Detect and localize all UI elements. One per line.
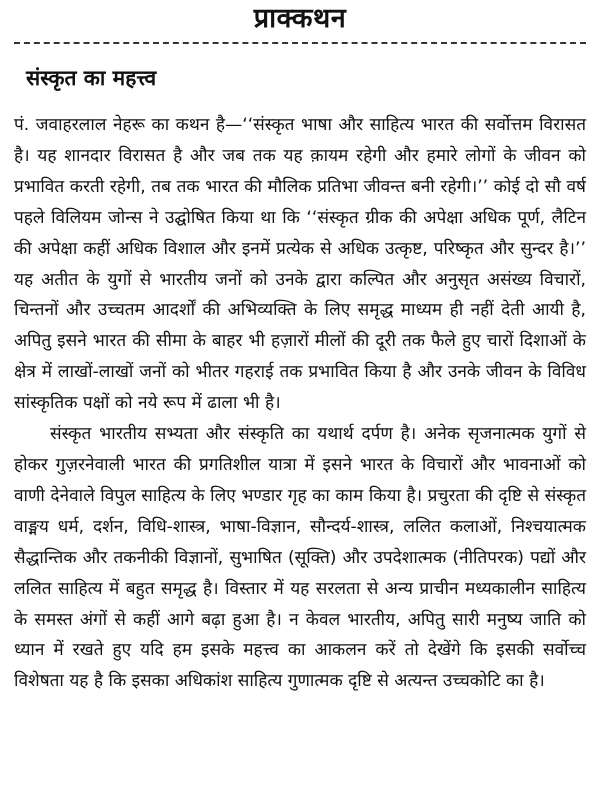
page-title: प्राक्कथन [253,3,347,34]
body-text [14,110,586,697]
section-heading: संस्कृत का महत्त्व [26,66,157,90]
paragraph-2: संस्कृत भारतीय सभ्यता और संस्कृति का यथार्थ दर्पण है। अनेक सृजनात्मक युगों से होकर गुज़रनेवाली भारत की प्रगतिशील यात्रा में इसने भारत के विचारों और भावनाओं को वाणी देनेवाले विपुल साहित्य के लिए भण्डार गृह का काम किया है। प्रचुरता की दृष्टि से संस्कृत वाङ्मय धर्म, दर्शन, विधि-शास्त्र, भाषा-विज्ञान, सौन्दर्य-शास्त्र, ललित कलाओं, निश्चयात्मक सैद्धान्तिक और तकनीकी विज्ञानों, सुभाषित (सूक्ति) और उपदेशात्मक (नीतिपरक) पद्यों और ललित साहित्य में बहुत समृद्ध है। विस्तार में यह सरलता से अन्य प्राचीन मध्यकालीन साहित्य के समस्त अंगों से कहीं आगे बढ़ा हुआ है। न केवल भारतीय, अपितु सारी मनुष्य जाति को ध्यान में रखते हुए यदि हम इसके महत्त्व का आकलन करें तो देखेंगे कि इसकी सर्वोच्च विशेषता यह है कि इसका अधिकांश साहित्य गुणात्मक दृष्टि से अत्यन्त उच्चकोटि का है। [14,424,586,692]
title-divider [14,42,586,44]
paragraph-1: पं. जवाहरलाल नेहरू का कथन है—‘‘संस्कृत भाषा और साहित्य भारत की सर्वोत्तम विरासत है। यह शानदार विरासत है और जब तक यह क़ायम रहेगी और हमारे लोगों के जीवन को प्रभावित करती रहेगी, तब तक भारत की मौलिक प्रतिभा जीवन्त बनी रहेगी।’’ कोई दो सौ वर्ष पहले विलियम जोन्स ने उद्घोषित किया था कि ‘‘संस्कृत ग्रीक की अपेक्षा अधिक पूर्ण, लैटिन की अपेक्षा कहीं अधिक विशाल और इनमें प्रत्येक से अधिक उत्कृष्ट, परिष्कृत और सुन्दर है।’’ यह अतीत के युगों से भारतीय जनों को उनके द्वारा कल्पित और अनुसृत असंख्य विचारों, चिन्तनों और उच्चतम आदर्शों की अभिव्यक्ति के लिए समृद्ध माध्यम ही नहीं देती आयी है, अपितु इसने भारत की सीमा के बाहर भी हज़ारों मीलों की दूरी तक फैले हुए चारों दिशाओं के क्षेत्र में लाखों-लाखों जनों को भीतर गहराई तक प्रभावित किया है और उनके जीवन के विविध सांस्कृतिक पक्षों को नये रूप में ढाला भी है। [14,115,586,414]
